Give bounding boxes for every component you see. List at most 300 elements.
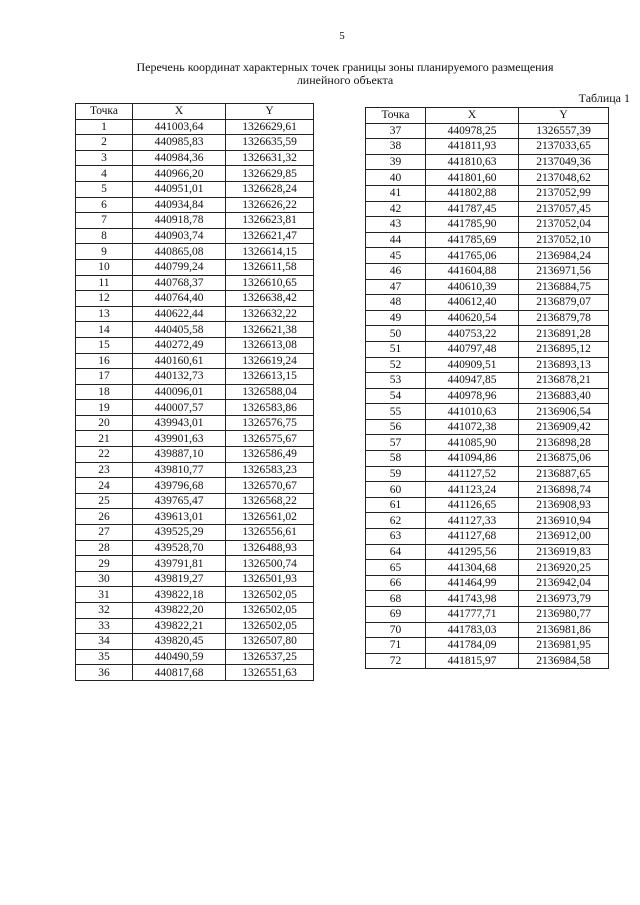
table-row bbox=[76, 135, 314, 151]
table-row bbox=[366, 622, 609, 638]
cell-y: 1326502,05 bbox=[226, 618, 314, 634]
cell-point: 55 bbox=[366, 404, 426, 420]
cell-x: 441295,56 bbox=[426, 544, 519, 560]
table-row bbox=[366, 279, 609, 295]
cell-y: 1326575,67 bbox=[226, 431, 314, 447]
cell-y: 1326583,23 bbox=[226, 462, 314, 478]
cell-y: 1326613,08 bbox=[226, 337, 314, 353]
cell-point: 1 bbox=[76, 119, 133, 135]
table-row bbox=[76, 587, 314, 603]
cell-x: 440934,84 bbox=[133, 197, 226, 213]
table-row bbox=[366, 607, 609, 623]
cell-point: 66 bbox=[366, 575, 426, 591]
cell-x: 441304,68 bbox=[426, 560, 519, 576]
cell-y: 2137052,99 bbox=[519, 185, 609, 201]
table-row bbox=[76, 618, 314, 634]
cell-point: 45 bbox=[366, 248, 426, 264]
cell-point: 20 bbox=[76, 415, 133, 431]
cell-x: 440984,36 bbox=[133, 150, 226, 166]
document-title bbox=[90, 61, 600, 87]
cell-x: 440918,78 bbox=[133, 213, 226, 229]
cell-point: 39 bbox=[366, 154, 426, 170]
table-row bbox=[366, 373, 609, 389]
table-row bbox=[76, 150, 314, 166]
cell-y: 2136909,42 bbox=[519, 419, 609, 435]
table-row bbox=[76, 197, 314, 213]
cell-y: 2137049,36 bbox=[519, 154, 609, 170]
cell-x: 440753,22 bbox=[426, 326, 519, 342]
cell-x: 440909,51 bbox=[426, 357, 519, 373]
cell-y: 2136875,06 bbox=[519, 451, 609, 467]
cell-point: 52 bbox=[366, 357, 426, 373]
cell-y: 1326626,22 bbox=[226, 197, 314, 213]
cell-y: 2136908,93 bbox=[519, 497, 609, 513]
column-header-x: X bbox=[426, 108, 519, 124]
cell-y: 1326635,59 bbox=[226, 135, 314, 151]
cell-point: 30 bbox=[76, 571, 133, 587]
cell-x: 440865,08 bbox=[133, 244, 226, 260]
cell-x: 439822,18 bbox=[133, 587, 226, 603]
cell-point: 48 bbox=[366, 295, 426, 311]
cell-point: 49 bbox=[366, 310, 426, 326]
cell-y: 2136883,40 bbox=[519, 388, 609, 404]
table-row bbox=[76, 213, 314, 229]
cell-y: 2136898,28 bbox=[519, 435, 609, 451]
cell-x: 439822,20 bbox=[133, 603, 226, 619]
column-header-y: Y bbox=[519, 108, 609, 124]
document-title-line-1: Перечень координат характерных точек границы зоны планируемого размещения bbox=[136, 60, 554, 74]
cell-x: 440620,54 bbox=[426, 310, 519, 326]
table-row bbox=[366, 139, 609, 155]
cell-x: 440610,39 bbox=[426, 279, 519, 295]
cell-point: 64 bbox=[366, 544, 426, 560]
cell-y: 1326502,05 bbox=[226, 603, 314, 619]
cell-point: 60 bbox=[366, 482, 426, 498]
cell-point: 38 bbox=[366, 139, 426, 155]
cell-point: 3 bbox=[76, 150, 133, 166]
cell-y: 2136920,25 bbox=[519, 560, 609, 576]
cell-point: 51 bbox=[366, 341, 426, 357]
cell-point: 44 bbox=[366, 232, 426, 248]
table-row bbox=[366, 451, 609, 467]
cell-point: 35 bbox=[76, 649, 133, 665]
table-row bbox=[76, 181, 314, 197]
cell-x: 440903,74 bbox=[133, 228, 226, 244]
cell-point: 12 bbox=[76, 291, 133, 307]
table-row bbox=[366, 544, 609, 560]
cell-x: 439613,01 bbox=[133, 509, 226, 525]
table-row bbox=[76, 353, 314, 369]
cell-point: 32 bbox=[76, 603, 133, 619]
cell-point: 22 bbox=[76, 447, 133, 463]
cell-y: 1326621,38 bbox=[226, 322, 314, 338]
cell-x: 441784,09 bbox=[426, 638, 519, 654]
cell-y: 1326586,49 bbox=[226, 447, 314, 463]
cell-y: 1326583,86 bbox=[226, 400, 314, 416]
table-row bbox=[76, 603, 314, 619]
cell-point: 28 bbox=[76, 540, 133, 556]
cell-y: 2136906,54 bbox=[519, 404, 609, 420]
cell-x: 441785,90 bbox=[426, 217, 519, 233]
table-row bbox=[76, 447, 314, 463]
cell-y: 2136984,24 bbox=[519, 248, 609, 264]
cell-y: 1326621,47 bbox=[226, 228, 314, 244]
table-body-left bbox=[76, 119, 314, 680]
cell-x: 441464,99 bbox=[426, 575, 519, 591]
cell-point: 4 bbox=[76, 166, 133, 182]
cell-x: 440768,37 bbox=[133, 275, 226, 291]
cell-y: 2136973,79 bbox=[519, 591, 609, 607]
cell-y: 2137033,65 bbox=[519, 139, 609, 155]
cell-y: 1326619,24 bbox=[226, 353, 314, 369]
cell-y: 1326556,61 bbox=[226, 525, 314, 541]
table-row bbox=[366, 357, 609, 373]
cell-point: 26 bbox=[76, 509, 133, 525]
cell-y: 2136879,78 bbox=[519, 310, 609, 326]
cell-y: 1326610,65 bbox=[226, 275, 314, 291]
table-row bbox=[366, 341, 609, 357]
cell-point: 17 bbox=[76, 369, 133, 385]
cell-point: 53 bbox=[366, 373, 426, 389]
table-row bbox=[366, 232, 609, 248]
table-row bbox=[366, 248, 609, 264]
coordinates-table-right bbox=[365, 107, 609, 669]
cell-x: 440966,20 bbox=[133, 166, 226, 182]
cell-x: 439822,21 bbox=[133, 618, 226, 634]
cell-y: 2136910,94 bbox=[519, 513, 609, 529]
table-row bbox=[366, 326, 609, 342]
cell-point: 61 bbox=[366, 497, 426, 513]
table-row bbox=[76, 369, 314, 385]
cell-y: 2136980,77 bbox=[519, 607, 609, 623]
cell-point: 40 bbox=[366, 170, 426, 186]
cell-x: 440947,85 bbox=[426, 373, 519, 389]
cell-y: 1326629,85 bbox=[226, 166, 314, 182]
cell-x: 441810,63 bbox=[426, 154, 519, 170]
cell-x: 440951,01 bbox=[133, 181, 226, 197]
cell-y: 1326576,75 bbox=[226, 415, 314, 431]
cell-point: 9 bbox=[76, 244, 133, 260]
cell-y: 2137052,10 bbox=[519, 232, 609, 248]
table-header-row bbox=[76, 104, 314, 120]
coordinates-table-left bbox=[75, 103, 314, 681]
cell-point: 70 bbox=[366, 622, 426, 638]
cell-x: 441072,38 bbox=[426, 419, 519, 435]
cell-x: 441010,63 bbox=[426, 404, 519, 420]
cell-y: 1326561,02 bbox=[226, 509, 314, 525]
cell-y: 2136898,74 bbox=[519, 482, 609, 498]
cell-point: 71 bbox=[366, 638, 426, 654]
cell-x: 441801,60 bbox=[426, 170, 519, 186]
table-row bbox=[76, 384, 314, 400]
cell-x: 439525,29 bbox=[133, 525, 226, 541]
page-number: 5 bbox=[339, 30, 345, 42]
cell-x: 439819,27 bbox=[133, 571, 226, 587]
cell-x: 439796,68 bbox=[133, 478, 226, 494]
cell-y: 1326488,93 bbox=[226, 540, 314, 556]
cell-point: 14 bbox=[76, 322, 133, 338]
cell-point: 63 bbox=[366, 529, 426, 545]
cell-x: 441777,71 bbox=[426, 607, 519, 623]
table-row bbox=[76, 540, 314, 556]
table-header-row bbox=[366, 108, 609, 124]
table-row bbox=[76, 509, 314, 525]
cell-x: 440612,40 bbox=[426, 295, 519, 311]
cell-x: 440622,44 bbox=[133, 306, 226, 322]
table-row bbox=[366, 529, 609, 545]
cell-y: 1326507,80 bbox=[226, 634, 314, 650]
cell-y: 2137048,62 bbox=[519, 170, 609, 186]
cell-point: 42 bbox=[366, 201, 426, 217]
table-caption: Таблица 1 bbox=[578, 91, 630, 105]
cell-y: 2136912,00 bbox=[519, 529, 609, 545]
table-row bbox=[366, 560, 609, 576]
cell-x: 441783,03 bbox=[426, 622, 519, 638]
cell-point: 69 bbox=[366, 607, 426, 623]
cell-point: 62 bbox=[366, 513, 426, 529]
column-header-point: Точка bbox=[76, 104, 133, 120]
table-row bbox=[366, 653, 609, 669]
cell-y: 1326632,22 bbox=[226, 306, 314, 322]
table-row bbox=[76, 166, 314, 182]
table-row bbox=[366, 591, 609, 607]
cell-y: 1326502,05 bbox=[226, 587, 314, 603]
cell-y: 1326568,22 bbox=[226, 493, 314, 509]
cell-x: 439791,81 bbox=[133, 556, 226, 572]
cell-x: 439901,63 bbox=[133, 431, 226, 447]
table-row bbox=[76, 228, 314, 244]
cell-y: 2136891,28 bbox=[519, 326, 609, 342]
table-row bbox=[76, 556, 314, 572]
cell-point: 19 bbox=[76, 400, 133, 416]
table-row bbox=[76, 649, 314, 665]
cell-x: 441787,45 bbox=[426, 201, 519, 217]
cell-x: 440978,96 bbox=[426, 388, 519, 404]
table-row bbox=[76, 400, 314, 416]
column-header-x: X bbox=[133, 104, 226, 120]
table-row bbox=[76, 462, 314, 478]
table-row bbox=[76, 322, 314, 338]
cell-point: 13 bbox=[76, 306, 133, 322]
cell-x: 441811,93 bbox=[426, 139, 519, 155]
table-row bbox=[366, 154, 609, 170]
cell-y: 2136984,58 bbox=[519, 653, 609, 669]
cell-y: 1326613,15 bbox=[226, 369, 314, 385]
cell-y: 1326551,63 bbox=[226, 665, 314, 681]
cell-point: 8 bbox=[76, 228, 133, 244]
cell-y: 2136971,56 bbox=[519, 263, 609, 279]
cell-point: 31 bbox=[76, 587, 133, 603]
cell-point: 43 bbox=[366, 217, 426, 233]
cell-x: 439765,47 bbox=[133, 493, 226, 509]
cell-point: 72 bbox=[366, 653, 426, 669]
cell-x: 440978,25 bbox=[426, 123, 519, 139]
cell-point: 7 bbox=[76, 213, 133, 229]
cell-point: 16 bbox=[76, 353, 133, 369]
table-row bbox=[76, 291, 314, 307]
cell-x: 440007,57 bbox=[133, 400, 226, 416]
cell-x: 441123,24 bbox=[426, 482, 519, 498]
table-row bbox=[366, 404, 609, 420]
table-row bbox=[76, 571, 314, 587]
cell-point: 34 bbox=[76, 634, 133, 650]
cell-x: 441094,86 bbox=[426, 451, 519, 467]
table-row bbox=[366, 435, 609, 451]
cell-y: 2136919,83 bbox=[519, 544, 609, 560]
cell-y: 1326570,67 bbox=[226, 478, 314, 494]
table-row bbox=[366, 170, 609, 186]
cell-point: 18 bbox=[76, 384, 133, 400]
cell-x: 440797,48 bbox=[426, 341, 519, 357]
cell-y: 1326588,04 bbox=[226, 384, 314, 400]
cell-point: 59 bbox=[366, 466, 426, 482]
cell-x: 441085,90 bbox=[426, 435, 519, 451]
table-row bbox=[366, 263, 609, 279]
table-row bbox=[76, 119, 314, 135]
cell-point: 41 bbox=[366, 185, 426, 201]
cell-x: 439943,01 bbox=[133, 415, 226, 431]
table-row bbox=[76, 665, 314, 681]
cell-x: 439528,70 bbox=[133, 540, 226, 556]
cell-y: 2136878,21 bbox=[519, 373, 609, 389]
cell-y: 2137052,04 bbox=[519, 217, 609, 233]
cell-y: 1326628,24 bbox=[226, 181, 314, 197]
cell-x: 441743,98 bbox=[426, 591, 519, 607]
cell-point: 21 bbox=[76, 431, 133, 447]
table-row bbox=[76, 306, 314, 322]
cell-point: 36 bbox=[76, 665, 133, 681]
table-row bbox=[76, 275, 314, 291]
cell-point: 5 bbox=[76, 181, 133, 197]
cell-y: 1326611,58 bbox=[226, 259, 314, 275]
cell-y: 1326500,74 bbox=[226, 556, 314, 572]
table-row bbox=[366, 123, 609, 139]
cell-x: 440490,59 bbox=[133, 649, 226, 665]
cell-y: 1326557,39 bbox=[519, 123, 609, 139]
cell-y: 2137057,45 bbox=[519, 201, 609, 217]
cell-y: 1326629,61 bbox=[226, 119, 314, 135]
cell-x: 441802,88 bbox=[426, 185, 519, 201]
cell-point: 56 bbox=[366, 419, 426, 435]
cell-point: 46 bbox=[366, 263, 426, 279]
cell-point: 65 bbox=[366, 560, 426, 576]
cell-y: 1326537,25 bbox=[226, 649, 314, 665]
cell-point: 29 bbox=[76, 556, 133, 572]
cell-point: 15 bbox=[76, 337, 133, 353]
table-row bbox=[366, 513, 609, 529]
cell-point: 68 bbox=[366, 591, 426, 607]
cell-point: 24 bbox=[76, 478, 133, 494]
column-header-y: Y bbox=[226, 104, 314, 120]
table-row bbox=[366, 388, 609, 404]
table-row bbox=[366, 497, 609, 513]
table-row bbox=[366, 310, 609, 326]
cell-y: 2136981,86 bbox=[519, 622, 609, 638]
cell-point: 27 bbox=[76, 525, 133, 541]
cell-point: 37 bbox=[366, 123, 426, 139]
table-row bbox=[366, 638, 609, 654]
cell-point: 25 bbox=[76, 493, 133, 509]
table-row bbox=[366, 217, 609, 233]
cell-x: 441127,33 bbox=[426, 513, 519, 529]
table-row bbox=[76, 478, 314, 494]
cell-x: 440272,49 bbox=[133, 337, 226, 353]
cell-x: 440799,24 bbox=[133, 259, 226, 275]
cell-y: 1326638,42 bbox=[226, 291, 314, 307]
cell-y: 2136887,65 bbox=[519, 466, 609, 482]
cell-point: 47 bbox=[366, 279, 426, 295]
table-row bbox=[366, 185, 609, 201]
cell-point: 33 bbox=[76, 618, 133, 634]
cell-x: 441815,97 bbox=[426, 653, 519, 669]
table-row bbox=[366, 466, 609, 482]
table-row bbox=[366, 419, 609, 435]
table-row bbox=[76, 431, 314, 447]
table-row bbox=[76, 493, 314, 509]
cell-y: 2136884,75 bbox=[519, 279, 609, 295]
document-title-line-2: линейного объекта bbox=[296, 73, 394, 87]
cell-point: 2 bbox=[76, 135, 133, 151]
cell-y: 2136893,13 bbox=[519, 357, 609, 373]
cell-x: 441785,69 bbox=[426, 232, 519, 248]
cell-x: 439820,45 bbox=[133, 634, 226, 650]
table-row bbox=[366, 482, 609, 498]
cell-y: 2136942,04 bbox=[519, 575, 609, 591]
table-row bbox=[76, 525, 314, 541]
cell-x: 440817,68 bbox=[133, 665, 226, 681]
cell-x: 441126,65 bbox=[426, 497, 519, 513]
cell-x: 441127,52 bbox=[426, 466, 519, 482]
cell-y: 1326614,15 bbox=[226, 244, 314, 260]
cell-y: 2136895,12 bbox=[519, 341, 609, 357]
table-row bbox=[366, 575, 609, 591]
cell-x: 439810,77 bbox=[133, 462, 226, 478]
cell-point: 6 bbox=[76, 197, 133, 213]
cell-y: 1326501,93 bbox=[226, 571, 314, 587]
cell-point: 58 bbox=[366, 451, 426, 467]
cell-x: 441003,64 bbox=[133, 119, 226, 135]
cell-x: 441765,06 bbox=[426, 248, 519, 264]
cell-point: 10 bbox=[76, 259, 133, 275]
cell-x: 439887,10 bbox=[133, 447, 226, 463]
cell-y: 1326623,81 bbox=[226, 213, 314, 229]
cell-x: 441127,68 bbox=[426, 529, 519, 545]
table-row bbox=[76, 244, 314, 260]
cell-point: 11 bbox=[76, 275, 133, 291]
cell-point: 57 bbox=[366, 435, 426, 451]
column-header-point: Точка bbox=[366, 108, 426, 124]
table-body-right bbox=[366, 123, 609, 669]
table-row bbox=[366, 201, 609, 217]
cell-x: 440405,58 bbox=[133, 322, 226, 338]
cell-y: 2136879,07 bbox=[519, 295, 609, 311]
cell-y: 1326631,32 bbox=[226, 150, 314, 166]
cell-point: 23 bbox=[76, 462, 133, 478]
cell-y: 2136981,95 bbox=[519, 638, 609, 654]
table-row bbox=[76, 259, 314, 275]
table-row bbox=[366, 295, 609, 311]
cell-x: 440160,61 bbox=[133, 353, 226, 369]
cell-x: 440764,40 bbox=[133, 291, 226, 307]
cell-point: 50 bbox=[366, 326, 426, 342]
table-row bbox=[76, 415, 314, 431]
table-row bbox=[76, 634, 314, 650]
cell-x: 440985,83 bbox=[133, 135, 226, 151]
table-row bbox=[76, 337, 314, 353]
cell-point: 54 bbox=[366, 388, 426, 404]
cell-x: 441604,88 bbox=[426, 263, 519, 279]
cell-x: 440132,73 bbox=[133, 369, 226, 385]
